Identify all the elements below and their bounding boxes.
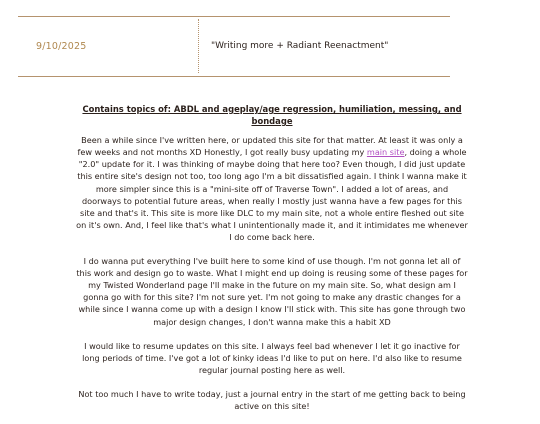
journal-entry-header xyxy=(18,17,450,75)
paragraph-1-text-start: Been a while since I've written here, or updated this site for that matter. At least it was only a few weeks and not months XD Honestly, I got really busy updating my xyxy=(77,135,463,158)
paragraph-1-text-end: , doing a whole "2.0" update for it. I was thinking of maybe doing that here too? Even though, I did just update this entire site's design not too, too long ago I'm a bit dissatisfied again. I think I wanna make it more simpler since this is a "mini-site off of Traverse Town". I added a lot of areas, and doorways to potential future areas, when really I mostly just wanna have a few pages for this site and that's it. This site is more like DLC to my main site, not a whole entire fleshed out site on it's own. And, I feel like that's what I unintentionally made it, and it intimidates me whenever I do come back here. xyxy=(76,147,468,242)
entry-title: "Writing more + Radiant Reenactment" xyxy=(211,41,389,51)
content-warning: Contains topics of: ABDL and ageplay/age regression, humiliation, messing, and bondage xyxy=(82,104,462,127)
paragraph-3: I would like to resume updates on this site. I always feel bad whenever I let it go inactive for long periods of time. I've got a lot of kinky ideas I'd like to put on here. I'd also like to resume regular journal posting here as well. xyxy=(82,340,462,375)
paragraph-4: Not too much I have to write today, just a journal entry in the start of me getting back to being active on this site! xyxy=(78,388,466,411)
paragraph-2: I do wanna put everything I've built here to some kind of use though. I'm not gonna let all of this work and design go to waste. What I might end up doing is reusing some of these pages for my Twisted Wonderland page I'll make in the future on my main site. So, what design am I gonna go with for this site? I'm not sure yet. I'm not going to make any drastic changes for a while since I wanna come up with a design I know I'll stick with. This site has gone through two major design changes, I don't wanna make this a habit XD xyxy=(76,256,468,327)
entry-date: 9/10/2025 xyxy=(36,41,87,52)
paragraph-1 xyxy=(76,134,468,243)
main-site-link[interactable]: main site xyxy=(366,147,405,158)
header-bottom-divider xyxy=(18,76,450,77)
entry-body xyxy=(76,103,468,424)
header-vertical-divider xyxy=(198,19,199,73)
